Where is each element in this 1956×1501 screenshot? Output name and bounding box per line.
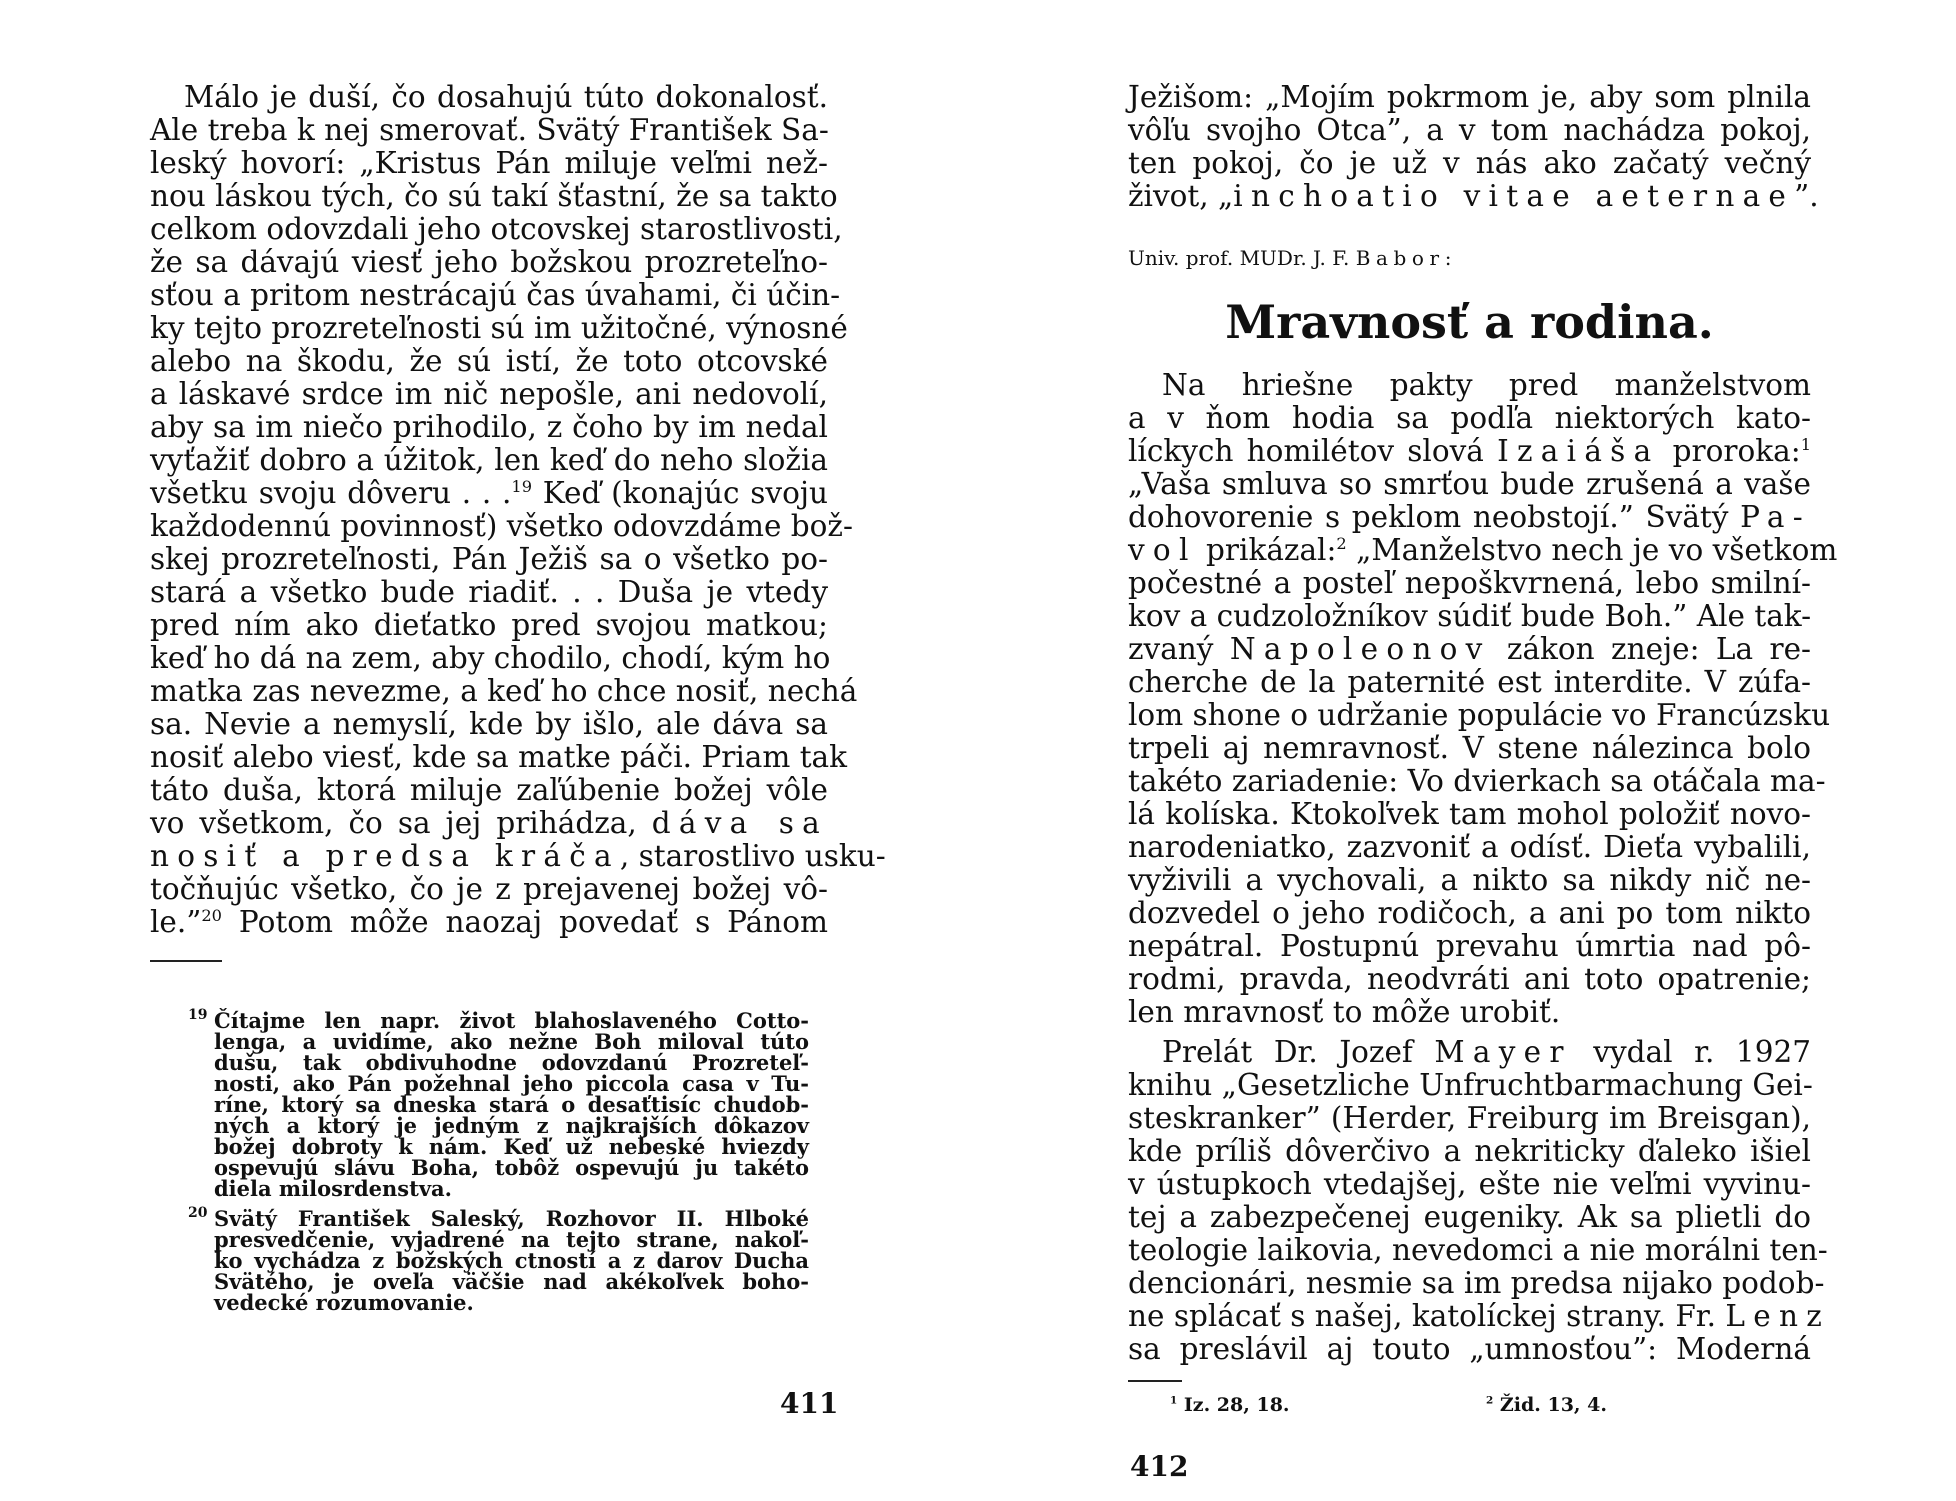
footnote-line: ospevujú slávu Boha, tobôž ospevujú ju takéto (214, 1155, 809, 1180)
text-line: že sa dávajú viesť jeho božskou prozreteľno- (150, 245, 828, 279)
footnote-line: vedecké rozumovanie. (214, 1290, 474, 1315)
text-line: keď ho dá na zem, aby chodilo, chodí, kým ho (150, 641, 831, 675)
text-line: dohovorenie s peklom neobstojí.” Svätý Pa- (1128, 500, 1811, 534)
text-line: skej prozreteľnosti, Pán Ježiš sa o všetko po- (150, 542, 828, 576)
footnote-line: ríne, ktorý sa dneska stará o desaťtisíc chudob- (214, 1092, 809, 1117)
text-line: tej a zabezpečenej eugeniky. Ak sa plietli do (1128, 1200, 1811, 1234)
footnote-line: Svätý František Saleský, Rozhovor II. Hlboké (214, 1206, 809, 1231)
text-line: zvaný Napoleonov zákon zneje: La re- (1128, 632, 1811, 666)
text-line: v ústupkoch vtedajšej, ešte nie veľmi vyvinu- (1128, 1167, 1811, 1201)
text-line: pred ním ako dieťatko pred svojou matkou; (150, 608, 828, 642)
footnote-line: ných a ktorý je jedným z najkrajších dôkazov (214, 1113, 809, 1138)
text-line: Ale treba k nej smerovať. Svätý František Sa- (150, 113, 829, 147)
text-line: rodmi, pravda, neodvráti ani toto opatrenie; (1128, 962, 1811, 996)
text-line: stará a všetko bude riadiť. . . Duša je vtedy (150, 575, 828, 609)
text-line: ne splácať s našej, katolíckej strany. Fr. Lenz (1128, 1299, 1831, 1333)
text-line: leský hovorí: „Kristus Pán miluje veľmi než- (150, 146, 828, 180)
footnote-line: božej dobroty k nám. Keď už nebeské hviezdy (214, 1134, 809, 1159)
text-line: Málo je duší, čo dosahujú túto dokonalosť. (184, 80, 828, 114)
text-line: dencionári, nesmie sa im predsa nijako podob- (1128, 1266, 1825, 1300)
text-line: nosiť alebo viesť, kde sa matke páči. Priam tak (150, 740, 848, 774)
text-line: le.”$^{20}$ Potom môže naozaj povedať s Pánom (150, 905, 828, 939)
right-page (978, 0, 1956, 1501)
page-number: 412 (1130, 1450, 1189, 1483)
text-line: dozvedel o jeho rodičoch, a ani po tom nikto (1128, 896, 1811, 930)
footnote-number: 20 (188, 1205, 208, 1221)
text-line: sťou a pritom nestrácajú čas úvahami, či účin- (150, 278, 841, 312)
text-line: vol prikázal:$^2$ „Manželstvo nech je vo všetkom (1128, 533, 1838, 567)
text-line: takéto zariadenie: Vo dvierkach sa otáčala ma- (1128, 764, 1826, 798)
text-line: vyťažiť dobro a úžitok, len keď do neho složia (150, 443, 828, 477)
article-title: Mravnosť a rodina. (1225, 295, 1714, 349)
text-line: Na hriešne pakty pred manželstvom (1162, 368, 1811, 402)
text-line: kov a cudzoložníkov súdiť bude Boh.” Ale tak- (1128, 599, 1812, 633)
text-line: celkom odovzdali jeho otcovskej starostlivosti, (150, 212, 843, 246)
text-line: počestné a posteľ nepoškvrnená, lebo smilní- (1128, 566, 1811, 600)
text-line: líckych homilétov slová Izaiáša proroka:$^1$ (1128, 434, 1812, 468)
text-line: sa. Nevie a nemyslí, kde by išlo, ale dáva sa (150, 707, 828, 741)
text-line: alebo na škodu, že sú istí, že toto otcovské (150, 344, 828, 378)
text-line: točňujúc všetko, čo je z prejavenej božej vô- (150, 872, 828, 906)
text-line: narodeniatko, zazvoniť a odísť. Dieťa vybalili, (1128, 830, 1811, 864)
footnote-line: diela milosrdenstva. (214, 1176, 452, 1201)
text-line: ten pokoj, čo je už v nás ako začatý večný (1128, 146, 1811, 180)
footnote-divider (1128, 1380, 1182, 1382)
footnote-divider (150, 960, 222, 962)
text-line: aby sa im niečo prihodilo, z čoho by im nedal (150, 410, 828, 444)
text-line: Ježišom: „Mojím pokrmom je, aby som plnila (1128, 80, 1811, 114)
text-line: nepátral. Postupnú prevahu úmrtia nad pô- (1128, 929, 1811, 963)
text-line: nosiť a predsa kráča, starostlivo usku- (150, 839, 886, 873)
footnote-line: lenga, a uvidíme, ako nežne Boh miloval túto (214, 1029, 809, 1054)
text-line: teologie laikovia, nevedomci a nie morálni ten- (1128, 1233, 1828, 1267)
page-number: 411 (780, 1387, 839, 1420)
text-line: vôľu svojho Otca”, a v tom nachádza pokoj, (1128, 113, 1811, 147)
text-line: nou láskou tých, čo sú takí šťastní, že sa takto (150, 179, 838, 213)
footnote-ref-20: 20 (201, 906, 222, 926)
text-line: všetku svoju dôveru . . .$^{19}$ Keď (konajúc svoju (150, 476, 828, 510)
text-line: „Vaša smluva so smrťou bude zrušená a vaše (1128, 467, 1811, 501)
text-line: cherche de la paternité est interdite. V zúfa- (1128, 665, 1811, 699)
text-line: ky tejto prozreteľnosti sú im užitočné, výnosné (150, 311, 848, 345)
text-line: vyživili a vychovali, a nikto sa nikdy nič ne- (1128, 863, 1811, 897)
text-line: vo všetkom, čo sa jej prihádza, dáva sa (150, 806, 828, 840)
footnote-line: Čítajme len napr. život blahoslaveného Cotto- (214, 1008, 809, 1033)
text-line: matka zas nevezme, a keď ho chce nosiť, nechá (150, 674, 858, 708)
footnote-2: $^2$ Žid. 13, 4. (1486, 1394, 1607, 1416)
text-line: lom shone o udržanie populácie vo Francúzsku (1128, 698, 1831, 732)
footnote-line: dušu, tak obdivuhodne odovzdanú Prozreteľ- (214, 1050, 809, 1075)
text-line: a v ňom hodia sa podľa niektorých kato- (1128, 401, 1811, 435)
text-line: táto duša, ktorá miluje zaľúbenie božej vôle (150, 773, 828, 807)
article-author: Univ. prof. MUDr. J. F. Babor: (1128, 246, 1458, 270)
footnote-ref-1: 1 (1800, 435, 1812, 455)
footnote-ref-19: 19 (511, 477, 533, 497)
footnote-ref-2: 2 (1336, 534, 1347, 554)
text-line: Prelát Dr. Jozef Mayer vydal r. 1927 (1162, 1035, 1811, 1069)
text-line: knihu „Gesetzliche Unfruchtbarmachung Gei- (1128, 1068, 1813, 1102)
text-line: steskranker” (Herder, Freiburg im Breisgan), (1128, 1101, 1811, 1135)
text-line: a láskavé srdce im nič nepošle, ani nedovolí, (150, 377, 828, 411)
text-line: trpeli aj nemravnosť. V stene nálezinca bolo (1128, 731, 1811, 765)
text-line: každodennú povinnosť) všetko odovzdáme bož- (150, 509, 853, 543)
text-line: kde príliš dôverčivo a nekriticky ďaleko išiel (1128, 1134, 1811, 1168)
footnote-line: Svätého, je oveľa väčšie nad akékoľvek boho- (214, 1269, 809, 1294)
text-line: život, „inchoatio vitae aeternae”. (1128, 179, 1819, 213)
text-line: sa preslávil aj touto „umnosťou”: Moderná (1128, 1332, 1811, 1366)
footnote-line: ko vychádza z božských ctností a z darov Ducha (214, 1248, 809, 1273)
footnote-number: 19 (188, 1007, 208, 1023)
text-line: len mravnosť to môže urobiť. (1128, 995, 1561, 1029)
text-line: lá kolíska. Ktokoľvek tam mohol položiť novo- (1128, 797, 1811, 831)
footnote-line: nosti, ako Pán požehnal jeho piccola casa v Tu- (214, 1071, 809, 1096)
footnote-line: presvedčenie, vyjadrené na tejto strane, nakoľ- (214, 1227, 809, 1252)
footnote-1: $^1$ Iz. 28, 18. (1170, 1394, 1290, 1416)
